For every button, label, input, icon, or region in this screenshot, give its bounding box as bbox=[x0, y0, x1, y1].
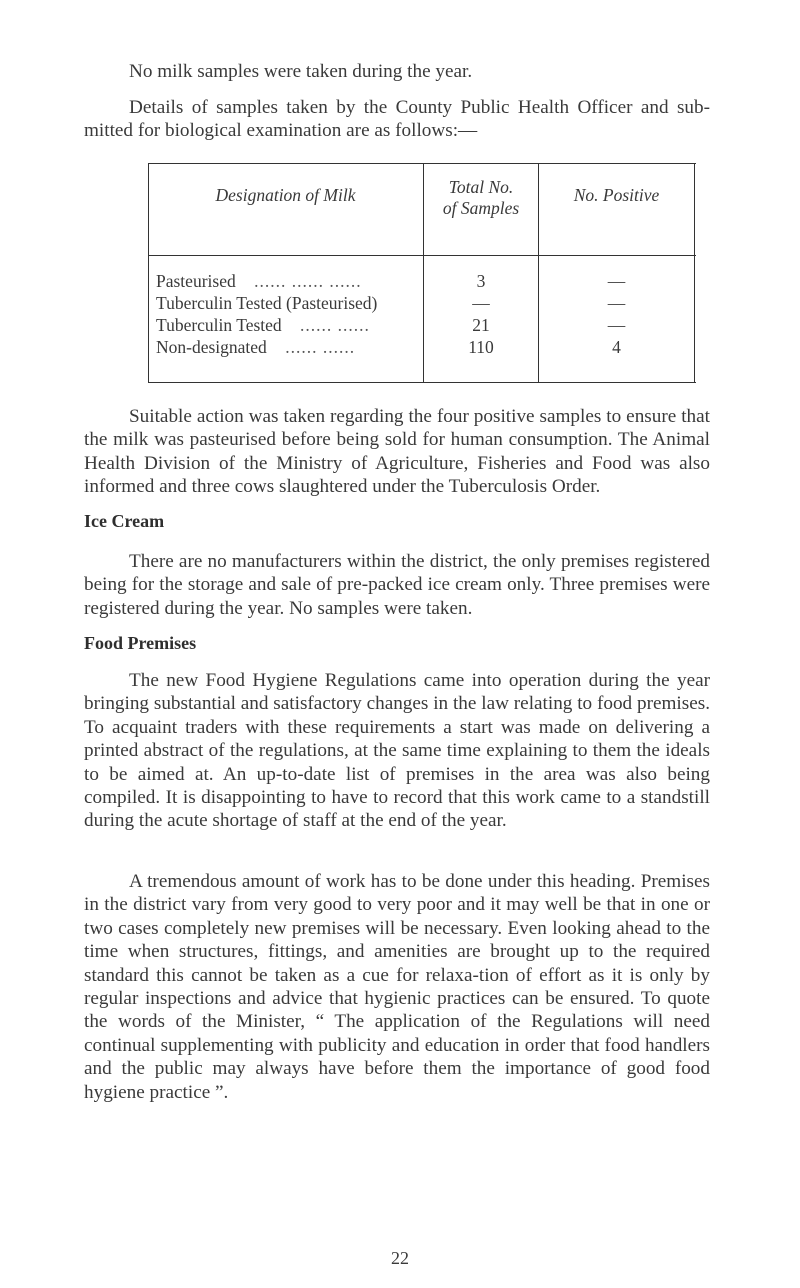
milk-samples-table bbox=[148, 163, 696, 383]
row-1-total: 3 bbox=[476, 271, 486, 291]
page-number: 22 bbox=[391, 1248, 409, 1268]
row-4-leader-dots: ...... ...... bbox=[285, 337, 356, 357]
food-premises-heading: Food Premises bbox=[84, 633, 197, 653]
intro-paragraph: Details of samples taken by the County Public Health Officer and sub-mitted for biological examination are as follows:— bbox=[84, 97, 710, 142]
row-1-designation: Pasteurised bbox=[156, 271, 236, 291]
row-2-positive: — bbox=[607, 293, 626, 313]
food-premises-paragraph-1: The new Food Hygiene Regulations came into operation during the year bringing substantial and satisfactory changes in the law relating to food premises. To acquaint traders with these requirements a start was made on delivering a printed abstract of the regulations, at the same time explaining to them the ideals to be aimed at. An up-to-date list of premises in the area was also being compiled. It is disappointing to have to record that this work came to a standstill during the acute shortage of staff at the end of the year. bbox=[84, 670, 710, 832]
header-designation: Designation of Milk bbox=[215, 185, 356, 205]
table-bottom-border bbox=[148, 382, 696, 383]
intro-line: No milk samples were taken during the year. bbox=[129, 61, 473, 82]
table-top-border bbox=[148, 163, 696, 164]
row-3-total: 21 bbox=[472, 315, 490, 335]
table-row-designation bbox=[156, 292, 377, 315]
ice-cream-heading: Ice Cream bbox=[84, 511, 165, 531]
header-total-line1: Total No. bbox=[448, 177, 514, 197]
ice-cream-paragraph: There are no manufacturers within the district, the only premises registered being for the storage and sale of pre-packed ice cream only. Three premises were registered during the year. No samples were taken. bbox=[84, 551, 710, 619]
row-1-leader-dots: ...... ...... ...... bbox=[254, 271, 362, 291]
row-3-designation: Tuberculin Tested bbox=[156, 315, 282, 335]
row-4-total: 110 bbox=[468, 337, 494, 357]
table-row-designation bbox=[156, 314, 370, 337]
after-table-paragraph: Suitable action was taken regarding the four positive samples to ensure that the milk was pasteurised before being sold for human consumption. The Animal Health Division of the Ministry of Agriculture, Fisheries and Food was also informed and three cows slaughtered under the Tuberculosis Order. bbox=[84, 406, 710, 498]
row-4-positive: 4 bbox=[612, 337, 621, 357]
table-row-designation bbox=[156, 270, 362, 293]
row-4-designation: Non-designated bbox=[156, 337, 267, 357]
row-2-designation: Tuberculin Tested (Pasteurised) bbox=[156, 293, 378, 313]
row-1-positive: — bbox=[607, 271, 626, 291]
row-3-positive: — bbox=[607, 315, 626, 335]
header-positive: No. Positive bbox=[573, 185, 660, 205]
food-premises-paragraph-2: A tremendous amount of work has to be done under this heading. Premises in the district vary from very good to very poor and it may well be that in one or two cases completely new premises will be necessary. Even looking ahead to the time when structures, fittings, and amenities are brought up to the required standard this cannot be taken as a cue for relaxa-tion of effort as it is only by regular inspections and advice that hygienic practices can be ensured. To quote the words of the Minister, “ The application of the Regulations will need continual supplementing with publicity and education in order that food handlers and the public may always have before them the importance of good food hygiene practice ”. bbox=[84, 871, 710, 1103]
row-3-leader-dots: ...... ...... bbox=[300, 315, 370, 335]
header-total-line2: of Samples bbox=[442, 198, 520, 218]
row-2-total: — bbox=[472, 293, 490, 313]
table-right-border bbox=[694, 163, 695, 383]
table-row-designation bbox=[156, 336, 355, 359]
table-header-divider bbox=[148, 255, 696, 256]
